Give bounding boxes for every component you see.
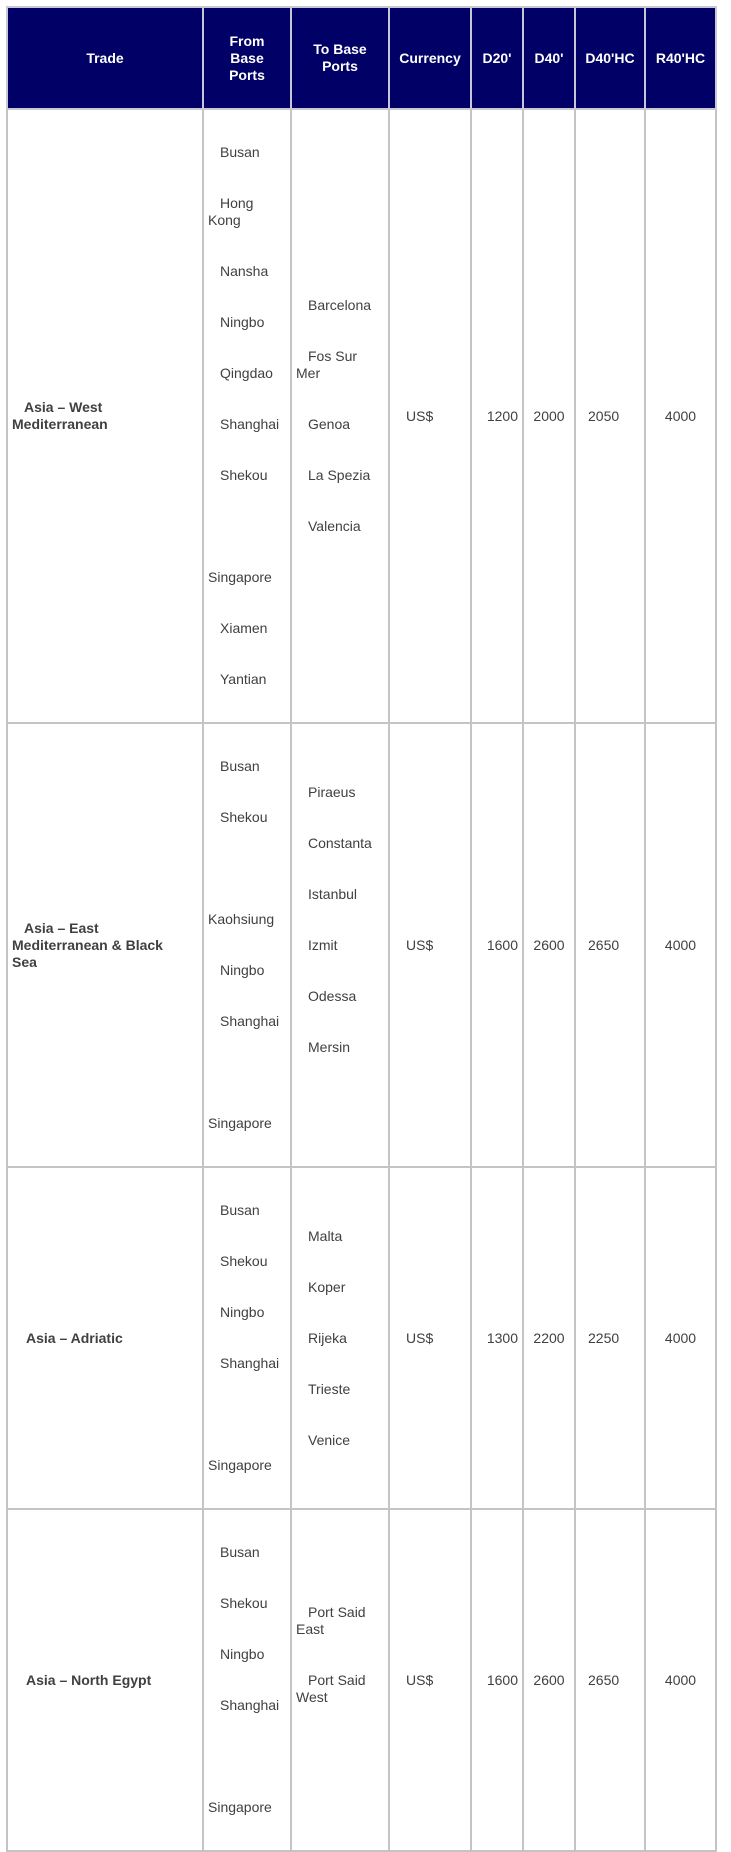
header-to-base-ports [291, 7, 389, 109]
d20-rate: 1300 [471, 1167, 523, 1509]
port-name: Barcelona [308, 297, 372, 313]
port-name: Busan [220, 1544, 260, 1560]
r40hc-rate: 4000 [645, 1509, 716, 1851]
port-name: Ningbo [220, 1646, 265, 1662]
d20-rate: 1600 [471, 1509, 523, 1851]
from-ports-cell [203, 1509, 291, 1851]
d40-rate: 2000 [523, 109, 575, 723]
spacer [208, 1064, 290, 1081]
to-ports-cell [291, 109, 389, 723]
from-ports-cell [203, 723, 291, 1167]
table-row [7, 1509, 716, 1851]
r40hc-rate: 4000 [645, 723, 716, 1167]
d40hc-rate: 2250 [575, 1167, 645, 1509]
port-name: Shanghai [220, 416, 280, 432]
port-name: Busan [220, 1202, 260, 1218]
port-name: Venice [308, 1431, 351, 1448]
port-name: Shekou [220, 1595, 268, 1611]
currency-cell: US$ [389, 109, 471, 723]
port-name: Ningbo [220, 1304, 265, 1320]
port-name: Fos Sur Mer [296, 348, 361, 381]
port-name: Busan [220, 758, 260, 774]
port-name: Busan [220, 144, 260, 160]
port-name: Singapore [208, 569, 272, 585]
port-name: Constanta [308, 834, 372, 851]
trade-name: Asia – North Egypt [26, 1671, 152, 1688]
port-name: Yantian [220, 671, 267, 687]
port-name: Mersin [308, 1038, 351, 1055]
port-name: Ningbo [220, 314, 265, 330]
port-name: Piraeus [308, 783, 356, 800]
table-row [7, 1167, 716, 1509]
port-name: Rijeka [308, 1329, 347, 1346]
table-row [7, 723, 716, 1167]
port-name: Shanghai [220, 1013, 280, 1029]
to-ports-cell [291, 1509, 389, 1851]
header-d40: D40' [523, 7, 575, 109]
port-name: Malta [308, 1227, 343, 1244]
spacer [208, 1406, 290, 1423]
port-name: Shekou [220, 809, 268, 825]
d40hc-rate: 2050 [575, 109, 645, 723]
header-row [7, 7, 716, 109]
port-name: Singapore [208, 1799, 272, 1815]
spacer [296, 1090, 388, 1107]
from-ports-cell [203, 109, 291, 723]
d40-rate: 2200 [523, 1167, 575, 1509]
port-name: Odessa [308, 987, 357, 1004]
header-d40hc: D40'HC [575, 7, 645, 109]
port-name: La Spezia [308, 467, 371, 483]
header-trade: Trade [7, 7, 203, 109]
port-name: Port Said West [296, 1671, 370, 1705]
port-name: Port Said East [296, 1603, 370, 1637]
port-name: Kaohsiung [208, 911, 275, 927]
port-name: Singapore [208, 1457, 272, 1473]
trade-name: Asia – Adriatic [26, 1329, 123, 1346]
currency-cell: US$ [389, 723, 471, 1167]
trade-name: Asia – East Mediterranean & Black Sea [12, 919, 163, 970]
freight-rates-table [6, 6, 717, 1852]
port-name: Ningbo [220, 962, 265, 978]
port-name: Qingdao [220, 365, 273, 381]
spacer [208, 860, 290, 877]
trade-cell [7, 109, 203, 723]
port-name: Valencia [308, 518, 361, 534]
port-name: Hong Kong [208, 195, 258, 228]
trade-cell [7, 1509, 203, 1851]
d20-rate: 1200 [471, 109, 523, 723]
port-name: Singapore [208, 1115, 272, 1131]
r40hc-rate: 4000 [645, 109, 716, 723]
port-name: Shekou [220, 1253, 268, 1269]
d40hc-rate: 2650 [575, 1509, 645, 1851]
d40hc-rate: 2650 [575, 723, 645, 1167]
port-name: Koper [308, 1278, 346, 1295]
header-d20: D20' [471, 7, 523, 109]
to-ports-cell [291, 1167, 389, 1509]
trade-cell [7, 1167, 203, 1509]
r40hc-rate: 4000 [645, 1167, 716, 1509]
d20-rate: 1600 [471, 723, 523, 1167]
port-name: Shekou [220, 467, 268, 483]
header-r40hc: R40'HC [645, 7, 716, 109]
header-currency: Currency [389, 7, 471, 109]
port-name: Trieste [308, 1380, 351, 1397]
spacer [296, 1740, 388, 1757]
header-from-base-ports [203, 7, 291, 109]
currency-cell: US$ [389, 1167, 471, 1509]
header-to-label: To Base Ports [313, 41, 367, 74]
port-name: Genoa [308, 416, 351, 432]
port-name: Xiamen [220, 620, 268, 636]
port-name: Shanghai [220, 1355, 280, 1371]
to-ports-cell [291, 723, 389, 1167]
trade-name: Asia – West Mediterranean [12, 399, 108, 432]
port-name: Nansha [220, 263, 269, 279]
header-from-label: From Base Ports [229, 32, 265, 83]
d40-rate: 2600 [523, 1509, 575, 1851]
spacer [208, 1748, 290, 1765]
d40-rate: 2600 [523, 723, 575, 1167]
spacer [208, 518, 290, 535]
port-name: Shanghai [220, 1697, 280, 1713]
trade-cell [7, 723, 203, 1167]
from-ports-cell [203, 1167, 291, 1509]
port-name: Izmit [308, 936, 338, 953]
currency-cell: US$ [389, 1509, 471, 1851]
port-name: Istanbul [308, 885, 358, 902]
table-row [7, 109, 716, 723]
